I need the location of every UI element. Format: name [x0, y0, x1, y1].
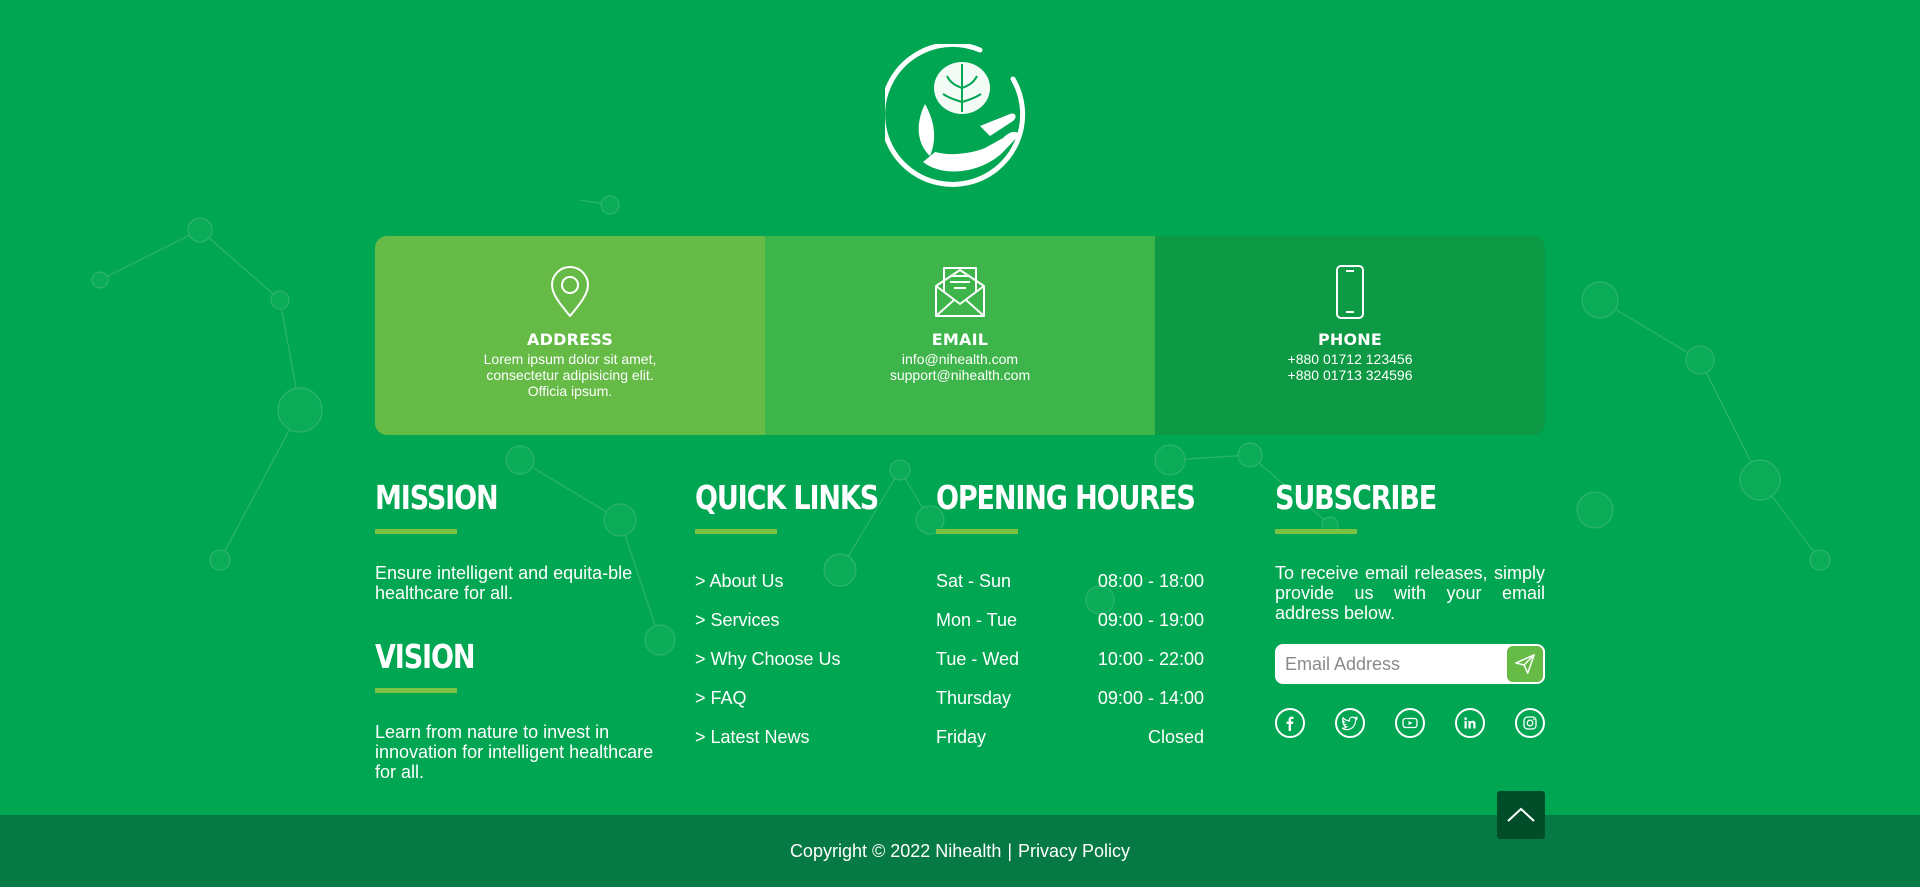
envelope-icon [932, 264, 988, 320]
link-about-us[interactable]: > About Us [695, 571, 784, 591]
hours-time: 10:00 - 22:00 [1097, 649, 1204, 669]
address-line: consectetur adipisicing elit. [486, 367, 654, 383]
chevron-up-icon [1506, 805, 1536, 825]
link-faq[interactable]: > FAQ [695, 688, 747, 708]
heading-underline [375, 688, 457, 693]
heading-underline [695, 529, 777, 534]
mission-heading: MISSION [375, 478, 498, 517]
instagram-icon [1522, 715, 1538, 731]
address-line: Officia ipsum. [527, 383, 613, 399]
link-why-choose-us[interactable]: > Why Choose Us [695, 649, 841, 669]
hours-row [936, 601, 1204, 640]
address-card [375, 236, 765, 435]
privacy-policy-link[interactable]: Privacy Policy [1018, 840, 1131, 861]
phone-card [1155, 236, 1545, 435]
smartphone-icon [1322, 264, 1378, 320]
copyright-text: Copyright © 2022 Nihealth [789, 840, 1002, 861]
youtube-icon [1402, 715, 1418, 731]
hours-day: Tue - Wed [936, 649, 1020, 669]
hours-time: 08:00 - 18:00 [1097, 571, 1204, 591]
email-title: EMAIL [931, 330, 989, 349]
email-address[interactable]: support@nihealth.com [889, 367, 1031, 383]
subscribe-form [1275, 644, 1545, 684]
hours-time: Closed [1147, 727, 1204, 747]
hours-row [936, 640, 1204, 679]
heading-underline [936, 529, 1018, 534]
brain-hand-leaf-logo-icon [885, 44, 1035, 194]
social-links [1275, 708, 1545, 738]
quick-links-column [695, 478, 895, 757]
subscribe-button[interactable] [1507, 646, 1543, 682]
footer-bar [0, 815, 1920, 887]
hours-day: Sat - Sun [936, 571, 1012, 591]
hours-row [936, 679, 1204, 718]
hours-row [936, 562, 1204, 601]
linkedin-icon [1462, 715, 1478, 731]
link-services[interactable]: > Services [695, 610, 780, 630]
hours-day: Mon - Tue [936, 610, 1018, 630]
facebook-link[interactable] [1275, 708, 1305, 738]
contact-info-cards [375, 236, 1545, 435]
email-card [765, 236, 1155, 435]
opening-hours-column [936, 478, 1204, 757]
phone-number[interactable]: +880 01712 123456 [1287, 351, 1413, 367]
subscribe-column [1275, 478, 1545, 738]
email-input[interactable] [1275, 644, 1503, 684]
twitter-link[interactable] [1335, 708, 1365, 738]
phone-number[interactable]: +880 01713 324596 [1287, 367, 1413, 383]
subscribe-heading: SUBSCRIBE [1275, 478, 1437, 517]
address-title: ADDRESS [527, 330, 613, 349]
site-logo[interactable] [885, 44, 1035, 194]
footer-separator: | [1007, 840, 1013, 861]
hours-time: 09:00 - 14:00 [1097, 688, 1204, 708]
address-line: Lorem ipsum dolor sit amet, [483, 351, 657, 367]
twitter-icon [1342, 715, 1358, 731]
youtube-link[interactable] [1395, 708, 1425, 738]
hours-day: Friday [936, 727, 987, 747]
paper-plane-icon [1514, 653, 1536, 675]
hours-day: Thursday [936, 688, 1012, 708]
instagram-link[interactable] [1515, 708, 1545, 738]
back-to-top-button[interactable] [1497, 791, 1545, 839]
heading-underline [1275, 529, 1357, 534]
vision-text: Learn from nature to invest in innovation for intelligent healthcare for all. [375, 722, 654, 782]
heading-underline [375, 529, 457, 534]
quick-links-heading: QUICK LINKS [695, 478, 879, 517]
linkedin-link[interactable] [1455, 708, 1485, 738]
vision-heading: VISION [375, 637, 475, 676]
opening-hours-heading: OPENING HOURES [936, 478, 1195, 517]
hours-time: 09:00 - 19:00 [1097, 610, 1204, 630]
mission-text: Ensure intelligent and equita-ble healthcare for all. [375, 563, 633, 603]
link-latest-news[interactable]: > Latest News [695, 727, 810, 747]
mission-vision-column [375, 478, 655, 782]
phone-title: PHONE [1317, 330, 1383, 349]
hours-row [936, 718, 1204, 757]
email-address[interactable]: info@nihealth.com [901, 351, 1019, 367]
subscribe-text: To receive email releases, simply provide us with your email address below. [1275, 563, 1545, 623]
opening-hours-list [936, 562, 1204, 757]
quick-links-list [695, 562, 895, 757]
location-pin-icon [542, 264, 598, 320]
facebook-icon [1282, 715, 1298, 731]
